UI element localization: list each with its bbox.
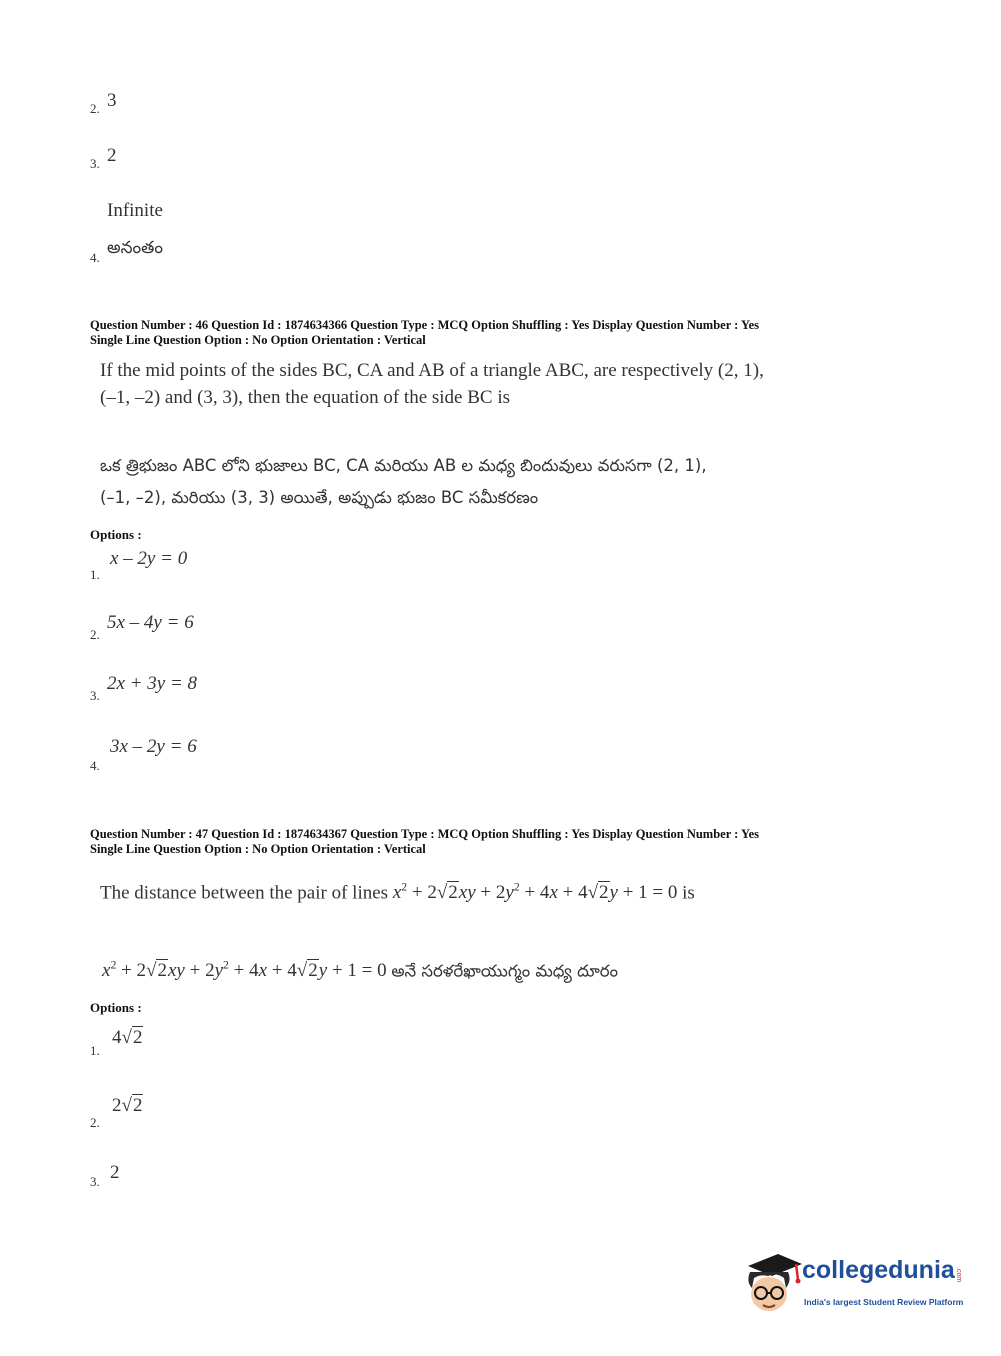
option-equation: 5x – 4y = 6 bbox=[107, 612, 194, 633]
option-number: 2. bbox=[90, 1115, 100, 1130]
brand-text: collegedunia bbox=[802, 1256, 955, 1284]
question-text-line: (–1, –2) and (3, 3), then the equation of the side BC is bbox=[100, 387, 511, 408]
question-text-line: ఒక త్రిభుజం ABC లోని భుజాలు BC, CA మరియు AB ల మధ్య బిందువులు వరుసగా (2, 1), bbox=[100, 456, 707, 475]
option-number: 1. bbox=[90, 1043, 100, 1058]
question-text-english bbox=[100, 357, 900, 411]
option-equation: x – 2y = 0 bbox=[110, 548, 188, 569]
option-number: 2. bbox=[90, 101, 100, 116]
option-number: 3. bbox=[90, 688, 100, 703]
option-equation: 3x – 2y = 6 bbox=[110, 736, 197, 757]
equation: $x^2 + 2√2xy + 2y^2 + 4x + 4√2y + 1 = 0$ bbox=[102, 959, 387, 982]
brand-tagline: India's largest Student Review Platform bbox=[804, 1297, 964, 1307]
collegedunia-logo bbox=[742, 1248, 977, 1328]
option-equation: 2x + 3y = 8 bbox=[107, 673, 198, 694]
question-meta bbox=[90, 827, 759, 857]
option-number: 3. bbox=[90, 156, 100, 171]
option-text: Infinite bbox=[107, 200, 163, 221]
option-number: 2. bbox=[90, 627, 100, 642]
mascot-icon bbox=[742, 1248, 804, 1318]
question-text-line: If the mid points of the sides BC, CA and AB of a triangle ABC, are respectively (2, 1), bbox=[100, 360, 764, 381]
option-text: 2 bbox=[107, 145, 117, 166]
question-meta bbox=[90, 318, 759, 348]
options-label: Options : bbox=[90, 1000, 142, 1015]
equation: $x^2 + 2√2xy + 2y^2 + 4x + 4√2y + 1 = 0$ bbox=[392, 881, 678, 904]
question-text-telugu bbox=[100, 450, 920, 514]
option-number: 4. bbox=[90, 250, 100, 265]
question-meta-line2: Single Line Question Option : No Option Orientation : Vertical bbox=[90, 333, 426, 347]
question-text-line: (–1, –2), మరియు (3, 3) అయితే, అప్పుడు భుజం BC సమీకరణం bbox=[100, 488, 539, 507]
brand-name bbox=[802, 1256, 962, 1285]
question-meta-line1: Question Number : 46 Question Id : 1874634366 Question Type : MCQ Option Shuffling : Yes Display Question Number : Yes bbox=[90, 318, 760, 332]
question-meta-line2: Single Line Question Option : No Option Orientation : Vertical bbox=[90, 842, 426, 856]
options-label: Options : bbox=[90, 527, 142, 542]
question-text-suffix: is bbox=[682, 882, 695, 904]
option-radical: 4√2 bbox=[112, 1027, 143, 1048]
brand-domain: .com bbox=[954, 1266, 962, 1282]
option-text: 3 bbox=[107, 90, 117, 111]
option-radical: 2√2 bbox=[112, 1095, 143, 1116]
option-text-telugu: అనంతం bbox=[107, 238, 163, 258]
question-meta-line1: Question Number : 47 Question Id : 1874634367 Question Type : MCQ Option Shuffling : Yes Display Question Number : Yes bbox=[90, 827, 760, 841]
question-text-prefix: The distance between the pair of lines bbox=[100, 882, 389, 904]
option-number: 1. bbox=[90, 567, 100, 582]
question-text-telugu bbox=[102, 952, 618, 984]
question-text-suffix-telugu: అనే సరళరేఖాయుగ్మం మధ్య దూరం bbox=[391, 961, 618, 981]
question-text-english bbox=[100, 874, 695, 906]
option-text: 2 bbox=[110, 1162, 120, 1183]
option-number: 3. bbox=[90, 1174, 100, 1189]
option-number: 4. bbox=[90, 758, 100, 773]
